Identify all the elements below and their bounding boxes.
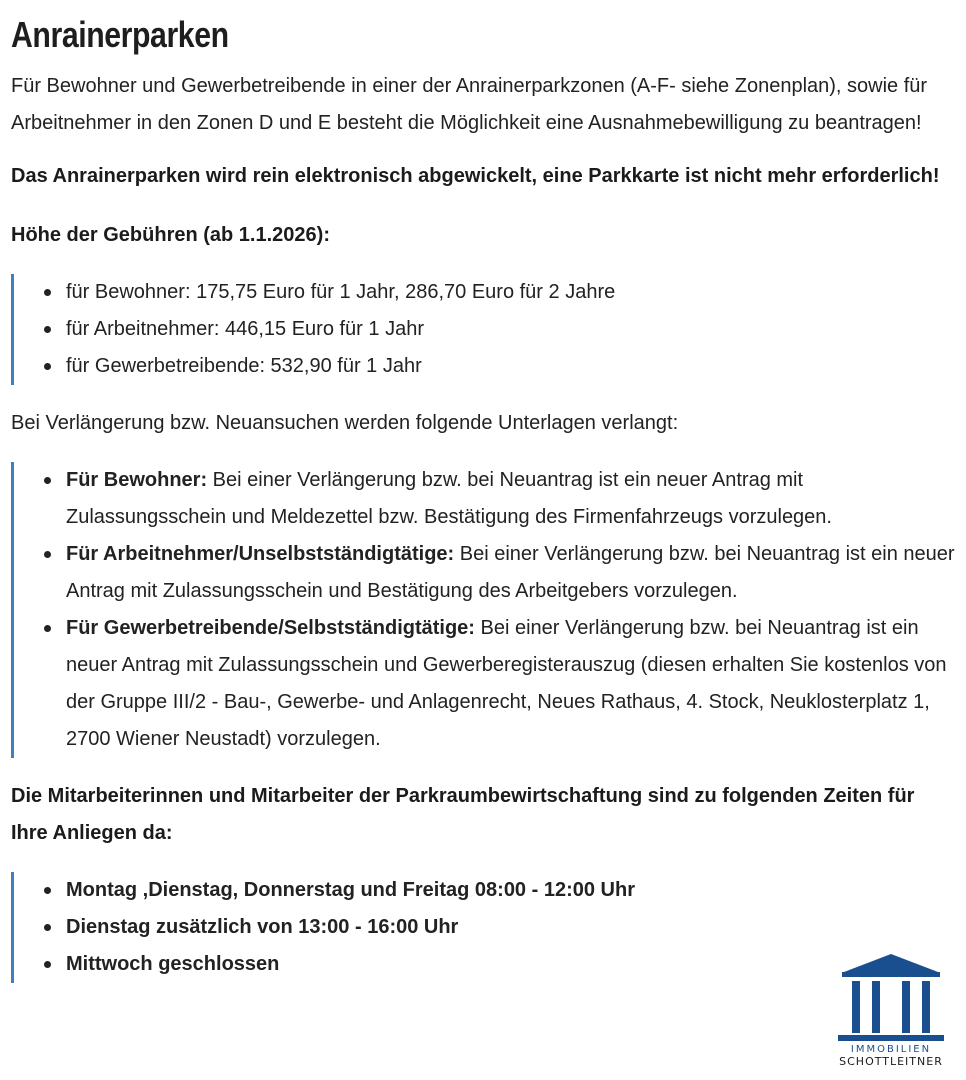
page-title: Anrainerparken (11, 14, 229, 55)
fees-list (36, 274, 956, 385)
hours-list (36, 872, 956, 983)
documents-intro: Bei Verlängerung bzw. Neuansuchen werden folgende Unterlagen verlangt: (11, 412, 679, 434)
electronic-notice: Das Anrainerparken wird rein elektronisch abgewickelt, eine Parkkarte ist nicht mehr erforderlich! (11, 165, 940, 187)
logo-word-immobilien: IMMOBILIEN (850, 1044, 932, 1055)
hours-item-weekdays: Montag ,Dienstag, Donnerstag und Freitag 08:00 - 12:00 Uhr (66, 872, 956, 909)
hours-item-wednesday: Mittwoch geschlossen (66, 946, 956, 983)
document-label-residents: Für Bewohner: (66, 469, 208, 491)
fee-item-employees: für Arbeitnehmer: 446,15 Euro für 1 Jahr (66, 311, 956, 348)
documents-list (36, 462, 956, 758)
document-item-residents (66, 462, 956, 536)
logo-word-schottleitner: SCHOTTLEITNER (839, 1055, 943, 1068)
document-label-employees: Für Arbeitnehmer/Unselbstständigtätige: (66, 543, 455, 565)
fees-list-block (11, 274, 956, 385)
company-logo (830, 952, 952, 1070)
hours-list-block (11, 872, 956, 983)
document-item-businesses (66, 610, 956, 758)
document-item-employees (66, 536, 956, 610)
hours-heading: Die Mitarbeiterinnen und Mitarbeiter der Parkraumbewirtschaftung sind zu folgenden Zeiten für Ihre Anliegen da: (11, 785, 915, 844)
fee-item-businesses: für Gewerbetreibende: 532,90 für 1 Jahr (66, 348, 956, 385)
fees-heading: Höhe der Gebühren (ab 1.1.2026): (11, 224, 330, 246)
document-text-businesses: Bei einer Verlängerung bzw. bei Neuantrag ist ein neuer Antrag mit Zulassungsschein und Gewerberegisterauszug (diesen erhalten Sie kostenlos von der Gruppe III/2 - Bau-, Gewerbe- und Anlagenrecht, Neues Rathaus, 4. Stock, Neuklosterplatz 1, 2700 Wiener Neustadt) vorzulegen. (66, 617, 947, 750)
document-text-residents: Bei einer Verlängerung bzw. bei Neuantrag ist ein neuer Antrag mit Zulassungsschein und Meldezettel bzw. Bestätigung des Firmenfahrzeugs vorzulegen. (66, 469, 832, 528)
document-text-employees: Bei einer Verlängerung bzw. bei Neuantrag ist ein neuer Antrag mit Zulassungsschein und Bestätigung des Arbeitgebers vorzulegen. (66, 543, 955, 602)
intro-paragraph: Für Bewohner und Gewerbetreibende in einer der Anrainerparkzonen (A-F- siehe Zonenplan), sowie für Arbeitnehmer in den Zonen D und E besteht die Möglichkeit eine Ausnahmebewilligung zu beantragen! (11, 75, 928, 134)
document-label-businesses: Für Gewerbetreibende/Selbstständigtätige: (66, 617, 475, 639)
building-columns-icon (830, 952, 952, 1044)
hours-item-tuesday: Dienstag zusätzlich von 13:00 - 16:00 Uhr (66, 909, 956, 946)
fee-item-residents: für Bewohner: 175,75 Euro für 1 Jahr, 286,70 Euro für 2 Jahre (66, 274, 956, 311)
page-content (11, 10, 956, 983)
documents-list-block (11, 462, 956, 758)
